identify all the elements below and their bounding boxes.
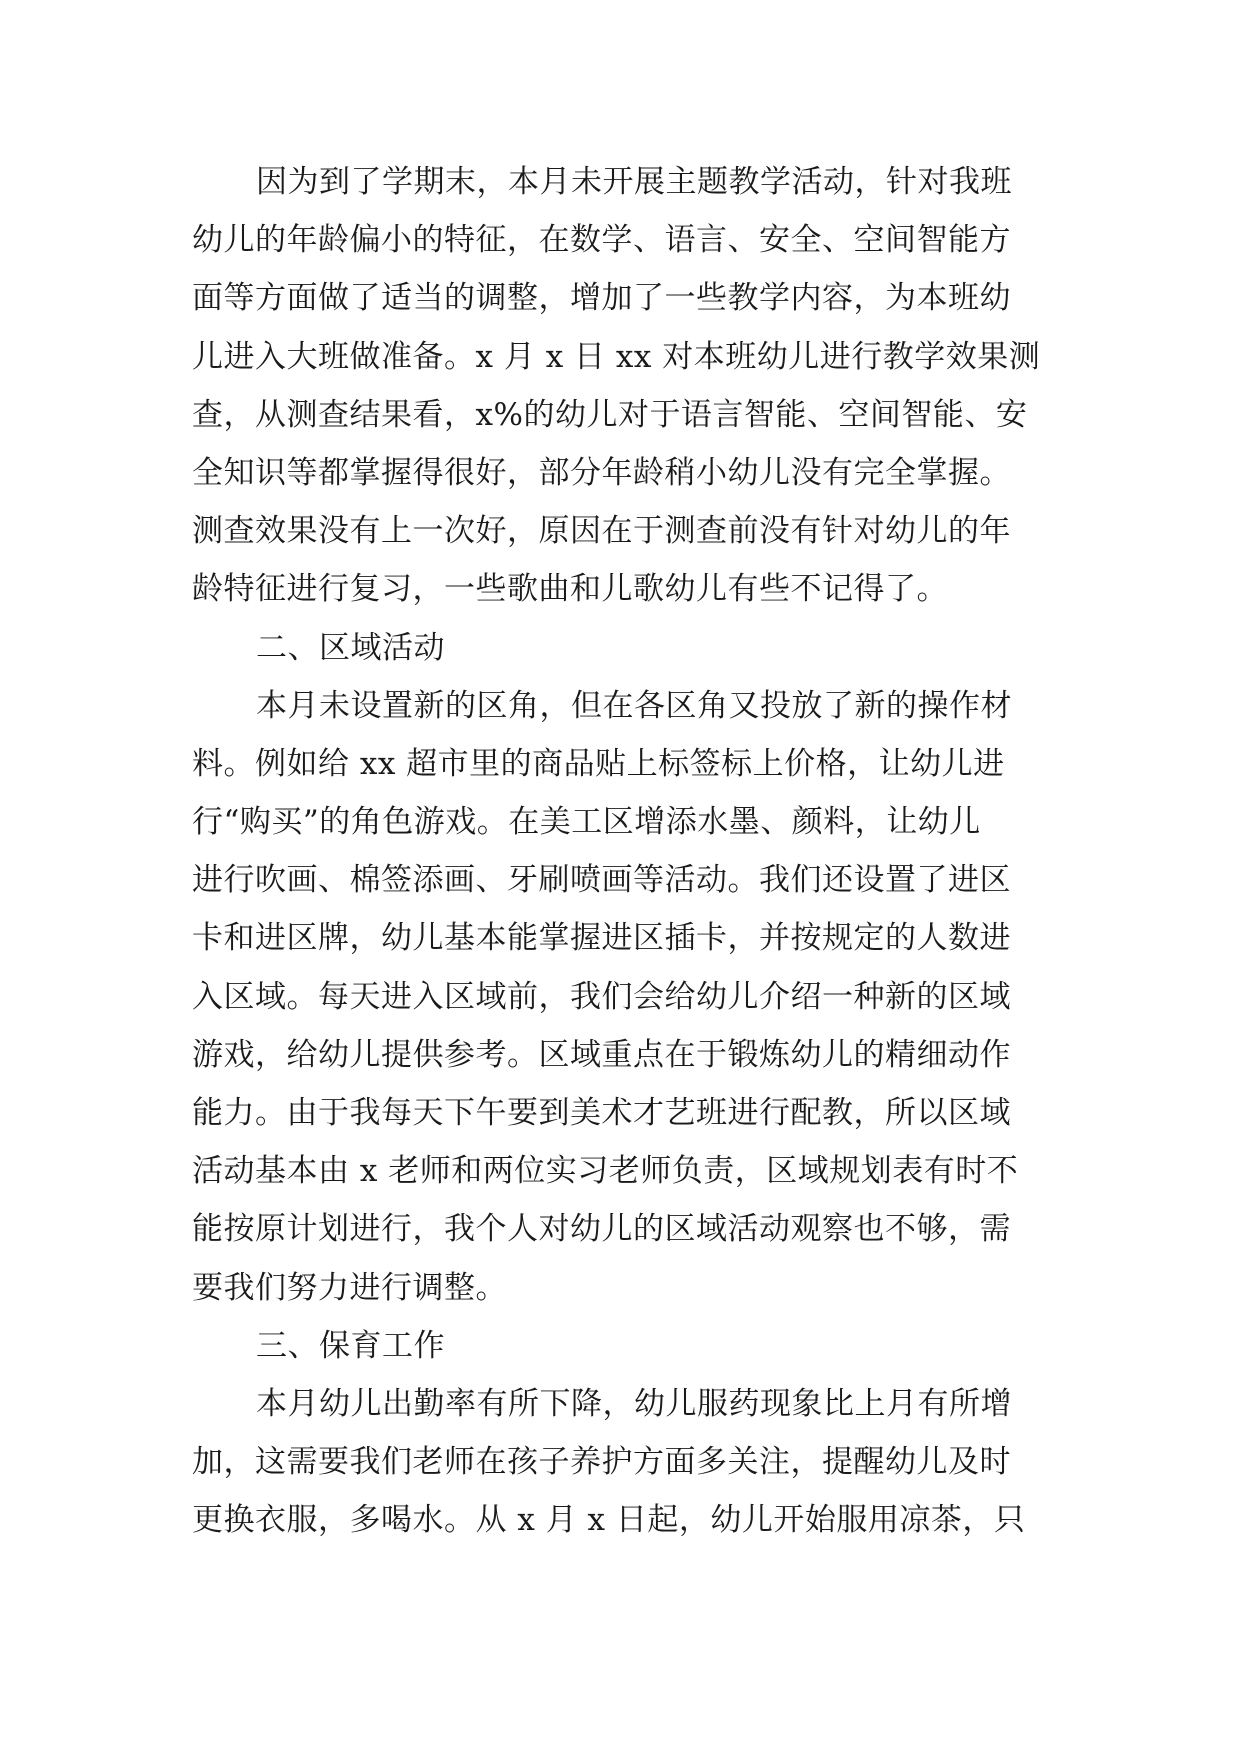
text-line: 查，从测查结果看，x%的幼儿对于语言智能、空间智能、安: [192, 396, 1028, 433]
text-line: 能力。由于我每天下午要到美术才艺班进行配教，所以区域: [192, 1095, 1011, 1131]
section-heading: 三、保育工作: [256, 1327, 445, 1364]
text-line: 能按原计划进行，我个人对幼儿的区域活动观察也不够，需: [192, 1211, 1011, 1248]
text-line: 游戏，给幼儿提供参考。区域重点在于锻炼幼儿的精细动作: [192, 1036, 1011, 1073]
text-line: 本月幼儿出勤率有所下降，幼儿服药现象比上月有所增: [256, 1385, 1012, 1422]
text-line: 料。例如给 xx 超市里的商品贴上标签标上价格，让幼儿进: [192, 745, 1005, 782]
text-line: 行“购买”的角色游戏。在美工区增添水墨、颜料，让幼儿: [192, 804, 981, 841]
text-line: 卡和进区牌，幼儿基本能掌握进区插卡，并按规定的人数进: [192, 920, 1011, 957]
text-line: 更换衣服，多喝水。从 x 月 x 日起，幼儿开始服用凉茶，只: [192, 1502, 1026, 1539]
text-line: 儿进入大班做准备。x 月 x 日 xx 对本班幼儿进行教学效果测: [192, 338, 1041, 375]
text-line: 测查效果没有上一次好，原因在于测查前没有针对幼儿的年: [192, 513, 1011, 550]
text-line: 全知识等都掌握得很好，部分年龄稍小幼儿没有完全掌握。: [192, 454, 1011, 491]
document-body: [192, 153, 1072, 1550]
text-line: 进行吹画、棉签添画、牙刷喷画等活动。我们还设置了进区: [192, 862, 1011, 899]
text-line: 龄特征进行复习，一些歌曲和儿歌幼儿有些不记得了。: [192, 571, 948, 608]
text-line: 面等方面做了适当的调整，增加了一些教学内容，为本班幼: [192, 280, 1011, 317]
text-line: 幼儿的年龄偏小的特征，在数学、语言、安全、空间智能方: [192, 222, 1011, 259]
section-heading: 二、区域活动: [256, 629, 445, 666]
text-line: 入区域。每天进入区域前，我们会给幼儿介绍一种新的区域: [192, 978, 1011, 1015]
text-line: 加，这需要我们老师在孩子养护方面多关注，提醒幼儿及时: [192, 1444, 1011, 1481]
text-line: 本月未设置新的区角，但在各区角又投放了新的操作材: [256, 687, 1012, 724]
text-line: 因为到了学期末，本月未开展主题教学活动，针对我班: [256, 164, 1012, 200]
text-line: 要我们努力进行调整。: [192, 1269, 507, 1306]
text-line: 活动基本由 x 老师和两位实习老师负责，区域规划表有时不: [192, 1153, 1019, 1190]
